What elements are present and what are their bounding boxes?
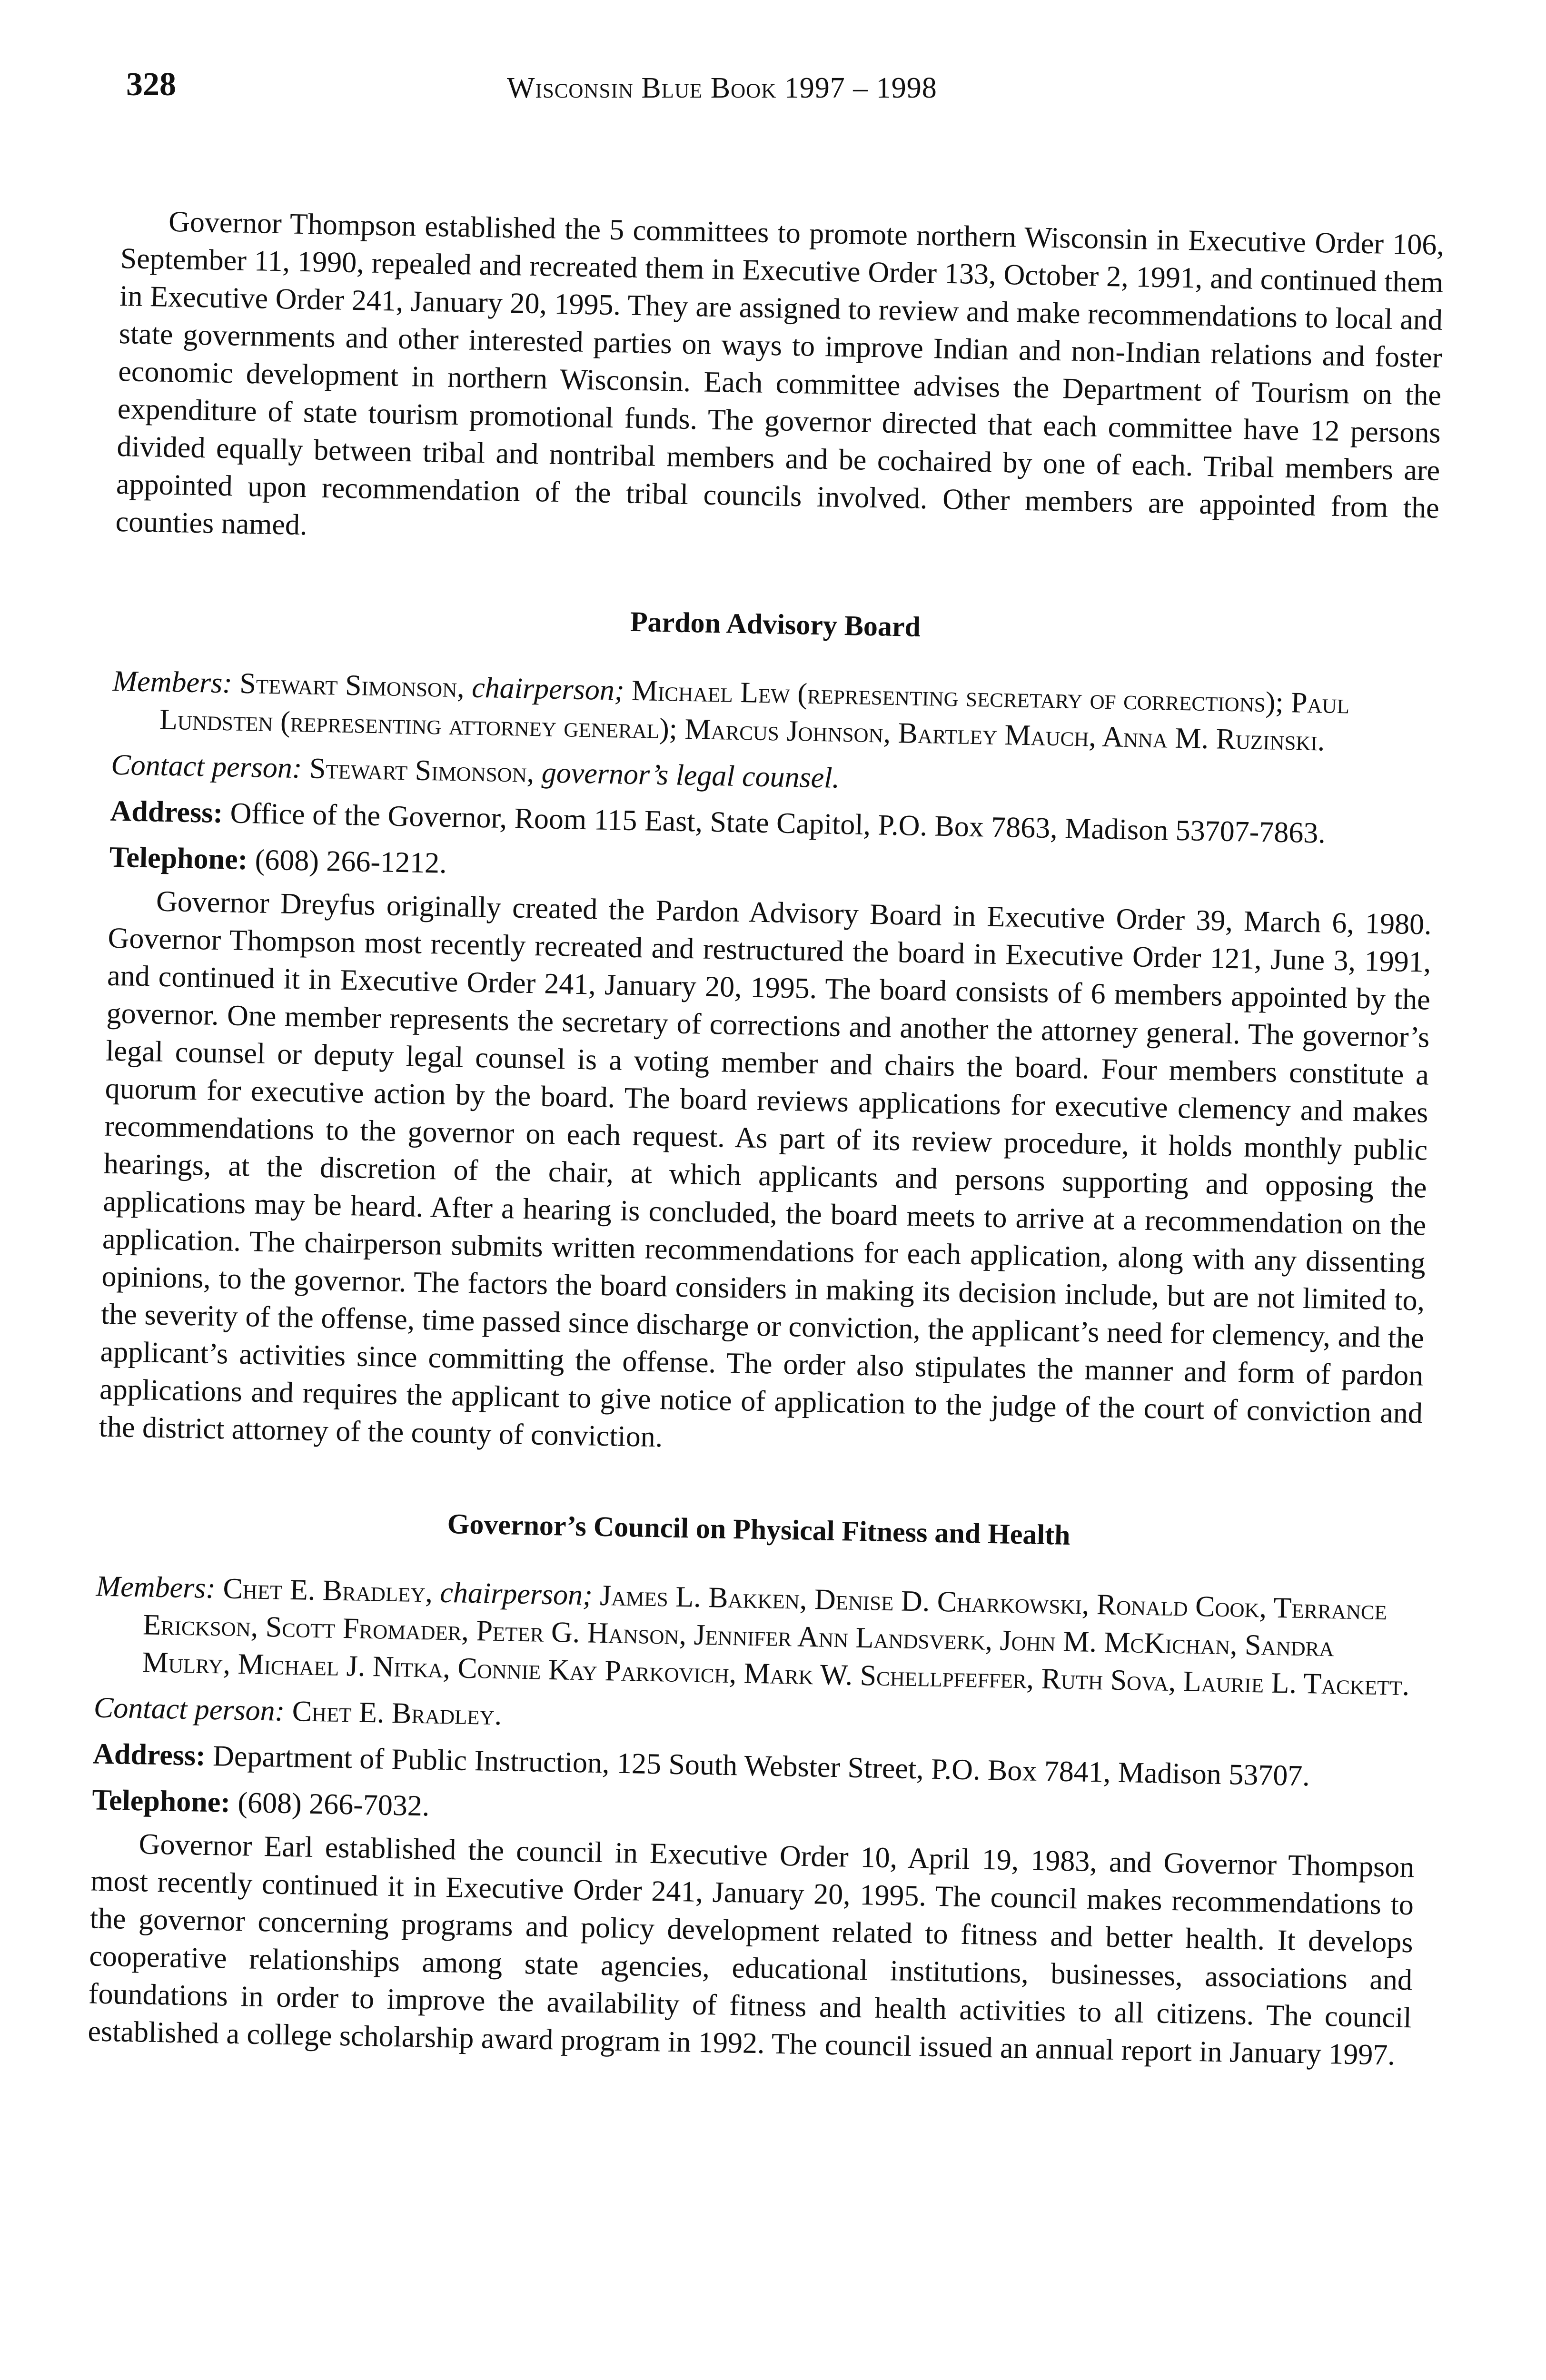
contact-name: Chet E. Bradley. bbox=[292, 1695, 502, 1732]
members-label: Members: bbox=[112, 664, 233, 700]
telephone-value: (608) 266-1212. bbox=[255, 843, 447, 880]
contact-name: Stewart Simonson, bbox=[309, 752, 535, 789]
section-heading: Pardon Advisory Board bbox=[630, 605, 921, 643]
telephone-value: (608) 266-7032. bbox=[237, 1786, 430, 1823]
section-description: Governor Dreyfus originally created the Pardon Advisory Board in Executive Order 39, March 6, 1980. Governor Thompson most recently recreated and restructured the board in Executive Order 121, June 3, 1991, and continued it in Executive Order 241, January 20, 1995. The board consists of 6 members appointed by the governor. One member represents the secretary of corrections and another the attorney general. The governor’s legal counsel or deputy legal counsel is a voting member and chairs the board. Four members constitute a quorum for executive action by the board. The board reviews applications for executive clemency and makes recommendations to the governor on each request. As part of its review procedure, it holds monthly public hearings, at the discretion of the chair, at which applicants and persons supporting and opposing the applications may be heard. After a hearing is concluded, the board meets to arrive at a recommendation on the application. The chairperson submits written recommendations for each application, along with any dissenting opinions, to the governor. The factors the board considers in making its decision include, but are not limited to, the severity of the offense, time passed since discharge or conviction, the applicant’s need for clemency, and the applicant’s activities since committing the offense. The order also stipulates the manner and form of pardon applications and requires the applicant to give notice of application to the judge of the court of conviction and the district attorney of the county of conviction. bbox=[99, 885, 1432, 1454]
telephone-label: Telephone: bbox=[91, 1784, 231, 1819]
chair-name: Chet E. Bradley, bbox=[222, 1572, 433, 1609]
section-heading: Governor’s Council on Physical Fitness and Health bbox=[447, 1508, 1071, 1551]
contact-role: governor’s legal counsel. bbox=[541, 756, 840, 794]
address-label: Address: bbox=[92, 1737, 206, 1772]
address-value: Department of Public Instruction, 125 South Webster Street, P.O. Box 7841, Madison 53707. bbox=[212, 1740, 1310, 1793]
chair-role: chairperson; bbox=[439, 1576, 593, 1612]
page-header bbox=[126, 57, 1435, 124]
pardon-advisory-board-section bbox=[99, 593, 1437, 1470]
page-body bbox=[88, 202, 1445, 2074]
intro-paragraph: Governor Thompson established the 5 committees to promote northern Wisconsin in Executive Order 106, September 11, 1990, repealed and recreated them in Executive Order 133, October 2, 1991, and continued them in Executive Order 241, January 20, 1995. They are assigned to review and make recommendations to local and state governments and other interested parties on ways to improve Indian and non-Indian relations and foster economic development in northern Wisconsin. Each committee advises the Department of Tourism on the expenditure of state tourism promotional funds. The governor directed that each committee have 12 persons divided equally between tribal and nontribal members and be cochaired by one of each. Tribal members are appointed upon recommendation of the tribal councils involved. Other members are appointed from the counties named. bbox=[115, 205, 1445, 542]
telephone-label: Telephone: bbox=[109, 841, 248, 876]
section-description: Governor Earl established the council in Executive Order 10, April 19, 1983, and Governor Thompson most recently continued it in Executive Order 241, January 20, 1995. The council makes recommendations to the governor concerning programs and policy development related to fitness and better health. It develops cooperative relationships among state agencies, educational institutions, businesses, associations and foundations in order to improve the availability of fitness and health activities to all citizens. The council established a college scholarship award program in 1992. The council issued an annual report in January 1997. bbox=[87, 1828, 1415, 2072]
members-entry bbox=[94, 1568, 1419, 1705]
members-label: Members: bbox=[96, 1570, 216, 1605]
page-number: 328 bbox=[126, 66, 176, 103]
physical-fitness-council-section bbox=[88, 1498, 1421, 2075]
members-list: Michael Lew (representing secretary of corrections); Paul Lundsten (representing attorney general); Marcus Johnson, Bartley Mauch, Anna M. Ruzinski. bbox=[159, 674, 1350, 757]
contact-label: Contact person: bbox=[93, 1691, 285, 1727]
contact-label: Contact person: bbox=[110, 748, 303, 785]
members-entry bbox=[111, 663, 1436, 762]
chair-name: Stewart Simonson, bbox=[239, 667, 465, 704]
address-value: Office of the Governor, Room 115 East, State Capitol, P.O. Box 7863, Madison 53707-7863. bbox=[229, 797, 1326, 850]
running-head: Wisconsin Blue Book 1997 – 1998 bbox=[507, 72, 937, 104]
chair-role: chairperson; bbox=[471, 671, 625, 707]
members-list: James L. Bakken, Denise D. Charkowski, Ronald Cook, Terrance Erickson, Scott Fromader, Peter G. Hanson, Jennifer Ann Landsverk, John M. McKichan, Sandra Mulry, Michael J. Nitka, Connie Kay Parkovich, Mark W. Schellpfeffer, Ruth Sova, Laurie L. Tackett. bbox=[142, 1579, 1410, 1702]
address-label: Address: bbox=[109, 794, 223, 830]
